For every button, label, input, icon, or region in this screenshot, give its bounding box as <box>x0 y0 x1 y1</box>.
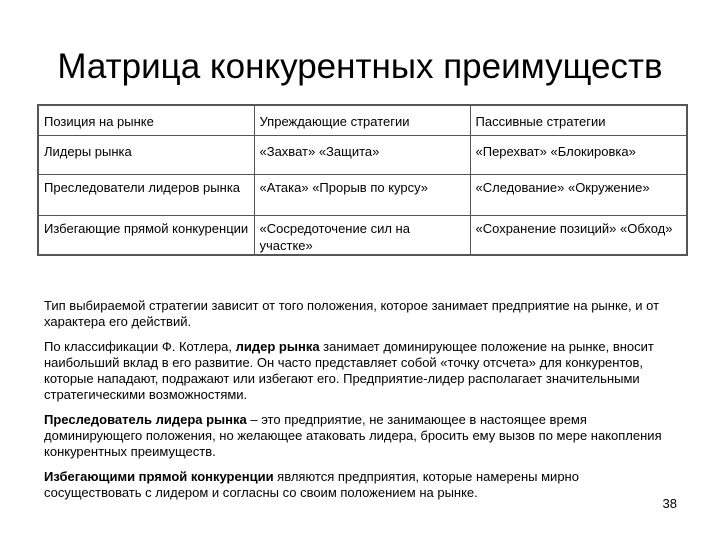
note-paragraph <box>44 412 664 460</box>
note-emphasis: лидер рынка <box>235 339 320 354</box>
table-cell: Преследователи лидеров рынка <box>38 174 254 215</box>
table-cell: «Следование» «Окружение» <box>470 174 687 215</box>
header-cell-proactive: Упреждающие стратегии <box>254 105 470 135</box>
note-text: По классификации Ф. Котлера, <box>44 339 236 354</box>
note-paragraph: Тип выбираемой стратегии зависит от того положения, которое занимает предприятие на рынке, и от характера его действий. <box>44 298 660 329</box>
table-cell: «Захват» «Защита» <box>254 135 470 174</box>
table-row <box>38 174 687 215</box>
table-header-row <box>38 105 687 135</box>
note-text: – это предприятие, не занимающее в настоящее время доминирующего положения, но желающее атаковать лидера, бросить ему вызов по мере накопления конкурентных преимуществ. <box>44 412 662 459</box>
table-cell: «Сохранение позиций» «Обход» <box>470 215 687 255</box>
note-paragraph <box>44 469 664 501</box>
table-cell: «Перехват» «Блокировка» <box>470 135 687 174</box>
note-emphasis: Избегающими прямой конкуренции <box>44 469 274 484</box>
table-row <box>38 135 687 174</box>
note-emphasis: Преследователь лидера рынка <box>44 412 247 427</box>
header-cell-position: Позиция на рынке <box>38 105 254 135</box>
slide-title: Матрица конкурентных преимуществ <box>57 47 663 86</box>
table-cell: Избегающие прямой конкуренции <box>38 215 254 255</box>
table-cell: «Сосредоточение сил на участке» <box>254 215 470 255</box>
strategy-matrix-table <box>37 104 688 256</box>
header-cell-passive: Пассивные стратегии <box>470 105 687 135</box>
table-cell: Лидеры рынка <box>38 135 254 174</box>
note-text: занимает доминирующее положение на рынке, вносит наибольший вклад в его развитие. Он часто представляет собой «точку отсчета» для конкурентов, которые нападают, подражают или избегают его. Предприятие-лидер располагает значительными стратегическими возможностями. <box>44 339 654 402</box>
table-cell: «Атака» «Прорыв по курсу» <box>254 174 470 215</box>
page-number: 38 <box>662 496 677 511</box>
table-row <box>38 215 687 255</box>
note-paragraph <box>44 339 664 403</box>
notes-block <box>44 298 664 510</box>
note-text: являются предприятия, которые намерены мирно сосуществовать с лидером и согласны со своим положением на рынке. <box>44 469 579 500</box>
